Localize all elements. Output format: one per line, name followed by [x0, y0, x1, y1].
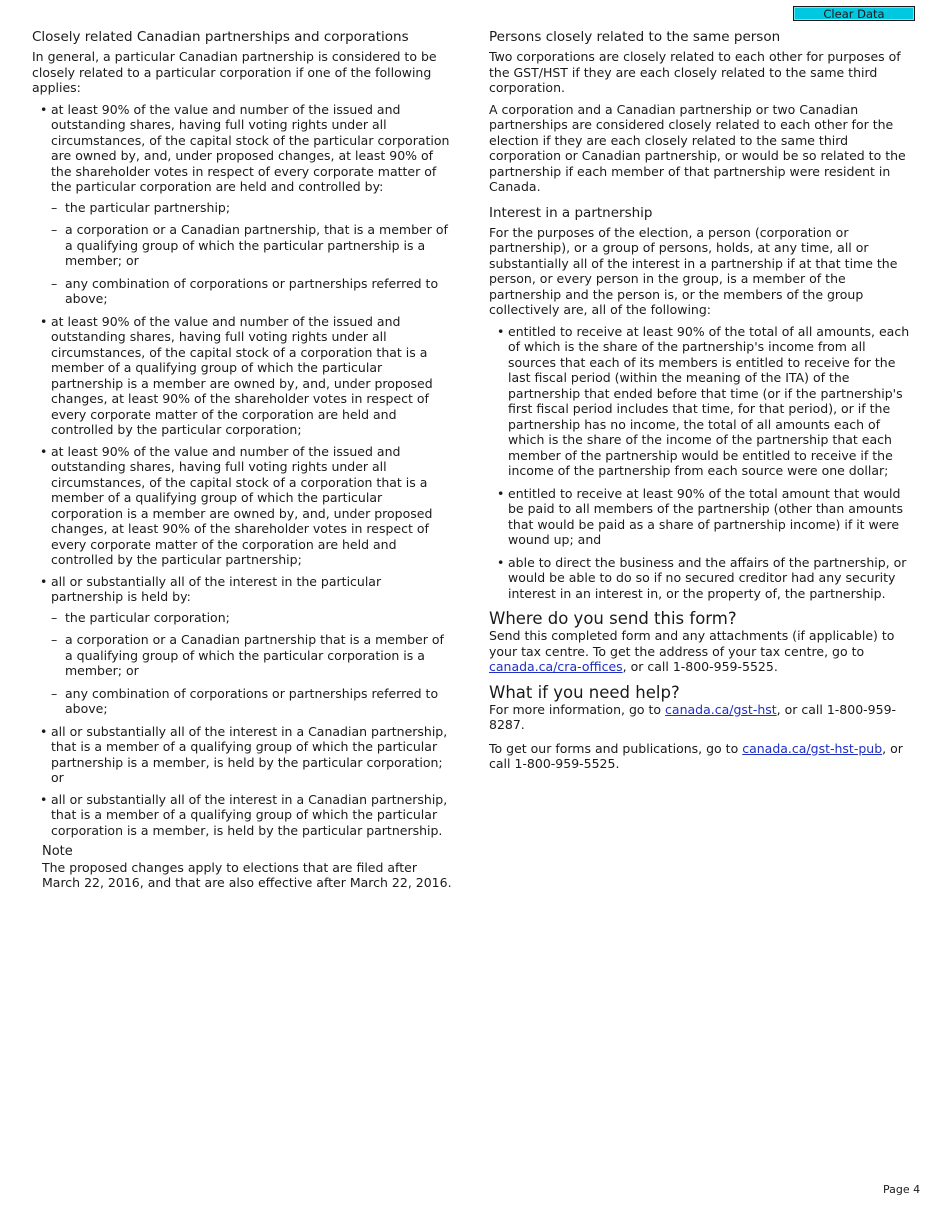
bullet-icon: •	[497, 323, 505, 339]
dash-icon: –	[51, 632, 58, 647]
interest-heading: Interest in a partnership	[489, 204, 653, 221]
sub-list-item	[51, 276, 454, 307]
help-text	[489, 702, 915, 733]
gst-hst-link[interactable]: canada.ca/gst-hst	[665, 701, 777, 717]
cra-offices-link[interactable]: canada.ca/cra-offices	[489, 659, 623, 674]
publications-text-after: , or call 1-800-959-5525.	[489, 740, 903, 771]
send-form-text-before: Send this completed form and any attachments (if applicable) to your tax centre. To get the address of your tax centre, go to	[489, 628, 895, 659]
help-heading: What if you need help?	[489, 682, 680, 702]
publications-text-before: To get our forms and publications, go to	[489, 740, 739, 756]
list-item-text: at least 90% of the value and number of the issued and outstanding shares, having full voting rights under all circumstances, of the capital stock of the particular corporation are owned by, and, under proposed changes, at least 90% of the shareholder votes in respect of every corporate matter of the particular corporation are held and controlled by:	[51, 101, 450, 194]
right-column	[489, 29, 915, 778]
same-person-paragraph-2: A corporation and a Canadian partnership or two Canadian partnerships are considered closely related to each other for the election if they are each closely related to the same third corporation or Canadian partnership, or would be so related to the partnership if each member of that partnership were resident in Canada.	[489, 101, 906, 194]
list-item	[32, 724, 454, 786]
dash-icon: –	[51, 199, 58, 215]
publications-text	[489, 741, 915, 772]
list-item-text: at least 90% of the value and number of the issued and outstanding shares, having full voting rights under all circumstances, of the capital stock of a corporation that is a member of a qualifying group of which the particular partnership is a member are owned by, and, under proposed changes, at least 90% of the shareholder votes in respect of every corporate matter of the corporation are held and controlled by the particular corporation;	[51, 313, 433, 437]
clear-data-button[interactable]: Clear Data	[793, 6, 915, 21]
list-item	[489, 324, 915, 479]
list-item-text: at least 90% of the value and number of the issued and outstanding shares, having full voting rights under all circumstances, of the capital stock of a corporation that is a member of a qualifying group of which the particular corporation is a member are owned by, and, under proposed changes, at least 90% of the shareholder votes in respect of every corporate matter of the corporation are held and controlled by the particular partnership;	[51, 443, 433, 567]
sub-list-item	[51, 200, 454, 216]
interest-list	[489, 324, 915, 602]
bullet-icon: •	[40, 791, 48, 807]
closely-related-heading: Closely related Canadian partnerships and corporations	[32, 29, 409, 45]
list-item	[32, 444, 454, 568]
list-item-text: entitled to receive at least 90% of the total of all amounts, each of which is the share of the partnership's income from all sources that each of its members is entitled to receive for the last fiscal period (within the meaning of the ITA) of the partnership that ended before that time (or if the partnership's first fiscal period includes that time, for that period), or if the partnership has no income, the total of all amounts each of which is the share of the income of the partnership that each member of the partnership would be entitled to receive if the income of the partnership from each source were one dollar;	[508, 323, 910, 478]
note-block	[32, 844, 454, 891]
list-item-text: entitled to receive at least 90% of the total amount that would be paid to all members of the partnership (other than amounts that would be paid as a share of partnership income) if it were wound up; and	[508, 485, 903, 547]
bullet-icon: •	[497, 554, 505, 570]
help-text-before: For more information, go to	[489, 701, 662, 717]
left-column	[32, 29, 454, 891]
help-text-after: , or call 1-800-959-8287.	[489, 701, 897, 732]
send-form-text	[489, 628, 915, 675]
bullet-icon: •	[40, 573, 48, 589]
dash-icon: –	[51, 685, 58, 701]
note-title: Note	[42, 844, 73, 859]
note-text: The proposed changes apply to elections that are filed after March 22, 2016, and that are also effective after March 22, 2016.	[42, 859, 452, 890]
sub-list	[51, 610, 454, 717]
bullet-icon: •	[40, 443, 48, 459]
list-item	[32, 792, 454, 839]
dash-icon: –	[51, 275, 58, 291]
bullet-icon: •	[40, 723, 48, 739]
list-item	[32, 102, 454, 307]
send-form-text-after: , or call 1-800-959-5525.	[622, 659, 778, 674]
bullet-icon: •	[40, 101, 48, 117]
sub-list-item-text: a corporation or a Canadian partnership that is a member of a qualifying group of which the particular corporation is a member; or	[65, 632, 444, 678]
sub-list-item	[51, 222, 454, 269]
sub-list	[51, 200, 454, 307]
send-form-heading: Where do you send this form?	[489, 609, 737, 628]
list-item	[32, 314, 454, 438]
bullet-icon: •	[497, 485, 505, 501]
sub-list-item	[51, 632, 454, 679]
sub-list-item-text: the particular partnership;	[65, 199, 231, 215]
sub-list-item	[51, 610, 454, 626]
list-item-text: all or substantially all of the interest in a Canadian partnership, that is a member of a qualifying group of which the particular partnership is a member, is held by the particular corporation; or	[51, 723, 448, 785]
list-item	[32, 574, 454, 717]
closely-related-intro: In general, a particular Canadian partnership is considered to be closely related to a particular corporation if one of the following applies:	[32, 49, 437, 95]
sub-list-item-text: any combination of corporations or partnerships referred to above;	[65, 275, 439, 306]
list-item	[489, 555, 915, 602]
dash-icon: –	[51, 222, 58, 237]
same-person-heading: Persons closely related to the same person	[489, 29, 781, 45]
sub-list-item-text: the particular corporation;	[65, 609, 230, 625]
list-item-text: able to direct the business and the affairs of the partnership, or would be able to do so if no secured creditor had any security interest in an interest in, or the property of, the partnership.	[508, 554, 907, 601]
sub-list-item	[51, 686, 454, 717]
list-item-text: all or substantially all of the interest in the particular partnership is held by:	[51, 573, 382, 604]
dash-icon: –	[51, 609, 58, 625]
list-item	[489, 486, 915, 548]
condition-list	[32, 102, 454, 839]
gst-hst-pub-link[interactable]: canada.ca/gst-hst-pub	[742, 740, 883, 756]
sub-list-item-text: any combination of corporations or partnerships referred to above;	[65, 685, 439, 716]
page-number: Page 4	[883, 1183, 921, 1196]
list-item-text: all or substantially all of the interest in a Canadian partnership, that is a member of a qualifying group of which the particular corporation is a member, is held by the particular partnership.	[51, 791, 448, 838]
bullet-icon: •	[40, 313, 48, 329]
sub-list-item-text: a corporation or a Canadian partnership, that is a member of a qualifying group of which the particular partnership is a member; or	[65, 222, 448, 268]
interest-intro: For the purposes of the election, a person (corporation or partnership), or a group of persons, holds, at any time, all or substantially all of the interest in a partnership if at that time the person, or every person in the group, is a member of the partnership and the person is, or the members of the group collectively are, all of the following:	[489, 224, 898, 317]
same-person-paragraph-1: Two corporations are closely related to each other for purposes of the GST/HST if they are each closely related to the same third corporation.	[489, 49, 901, 95]
